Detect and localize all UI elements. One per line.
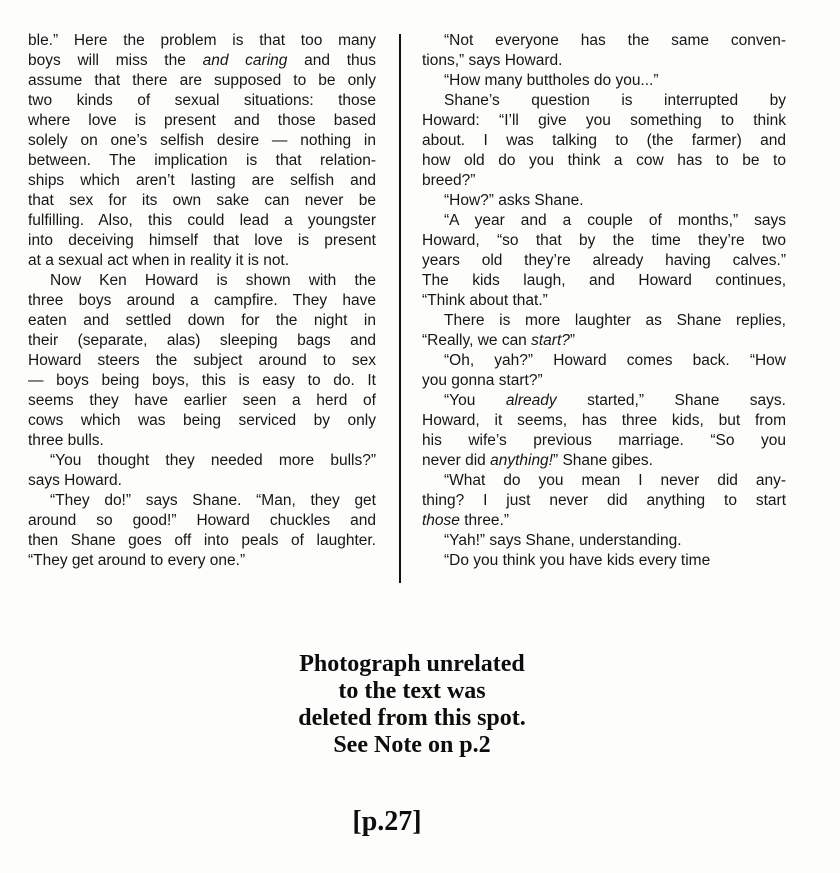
text-segment: where love is present and those based bbox=[28, 112, 376, 129]
text-segment: ” Shane gibes. bbox=[553, 452, 653, 469]
text-segment: “You thought they needed more bulls?” bbox=[50, 452, 376, 469]
text-line bbox=[28, 91, 376, 111]
text-segment: “Do you think you have kids every time bbox=[444, 552, 711, 569]
text-line bbox=[28, 411, 376, 431]
text-segment: boys will miss the bbox=[28, 52, 203, 69]
text-segment: — boys being boys, this is easy to do. It bbox=[28, 372, 376, 389]
text-segment: around so good!” Howard chuckles and bbox=[28, 512, 376, 529]
text-line bbox=[28, 131, 376, 151]
text-line bbox=[28, 271, 376, 291]
text-line bbox=[28, 331, 376, 351]
text-segment: those bbox=[422, 512, 460, 529]
text-segment: “They get around to every one.” bbox=[28, 552, 246, 569]
paragraph bbox=[28, 31, 376, 271]
text-segment: about. I was talking to (the farmer) and bbox=[422, 132, 786, 149]
text-segment: how old do you think a cow has to be to bbox=[422, 152, 786, 169]
text-segment: cows which was being serviced by only bbox=[28, 412, 376, 429]
text-segment: then Shane goes off into peals of laughter. bbox=[28, 532, 376, 549]
text-line bbox=[28, 291, 376, 311]
text-line bbox=[28, 211, 376, 231]
text-line bbox=[422, 251, 786, 271]
text-line bbox=[422, 151, 786, 171]
text-line bbox=[28, 231, 376, 251]
text-line bbox=[422, 191, 786, 211]
text-line bbox=[28, 191, 376, 211]
text-line bbox=[422, 111, 786, 131]
paragraph bbox=[422, 71, 786, 91]
text-segment: and caring bbox=[202, 52, 288, 69]
text-segment: start? bbox=[531, 332, 570, 349]
text-segment: anything! bbox=[490, 452, 553, 469]
text-line bbox=[422, 211, 786, 231]
text-segment: into deceiving himself that love is present bbox=[28, 232, 376, 249]
text-segment: three bulls. bbox=[28, 432, 104, 449]
text-segment: “What do you mean I never did any- bbox=[444, 472, 786, 489]
text-segment: three.” bbox=[459, 512, 510, 529]
text-segment: eaten and settled down for the night in bbox=[28, 312, 376, 329]
text-line bbox=[28, 151, 376, 171]
text-line bbox=[422, 271, 786, 291]
text-segment: “A year and a couple of months,” says bbox=[444, 212, 786, 229]
text-segment: breed?” bbox=[422, 172, 476, 189]
text-line bbox=[422, 91, 786, 111]
notice-line: to the text was bbox=[338, 678, 486, 704]
text-line bbox=[422, 51, 786, 71]
paragraph bbox=[28, 271, 376, 451]
text-line bbox=[28, 511, 376, 531]
text-column-left bbox=[28, 31, 376, 571]
text-segment: ships which aren’t lasting are selfish and bbox=[28, 172, 376, 189]
text-segment: Howard, “so that by the time they’re two bbox=[422, 232, 786, 249]
text-segment: “They do!” says Shane. “Man, they get bbox=[50, 492, 376, 509]
text-segment: “Really, we can bbox=[422, 332, 532, 349]
text-segment: solely on one’s selfish desire — nothing in bbox=[28, 132, 376, 149]
text-line bbox=[28, 451, 376, 471]
text-segment: two kinds of sexual situations: those bbox=[28, 92, 376, 109]
text-line bbox=[28, 531, 376, 551]
text-line bbox=[28, 371, 376, 391]
text-segment: Howard steers the subject around to sex bbox=[28, 352, 376, 369]
text-line bbox=[422, 71, 786, 91]
paragraph bbox=[422, 211, 786, 311]
text-line bbox=[422, 471, 786, 491]
text-segment: and thus bbox=[287, 52, 376, 69]
text-segment: between. The implication is that relation- bbox=[28, 152, 376, 169]
text-segment: fulfilling. Also, this could lead a youngster bbox=[28, 212, 376, 229]
text-segment: at a sexual act when in reality it is not. bbox=[28, 252, 290, 269]
text-segment: “Oh, yah?” Howard comes back. “How bbox=[444, 352, 786, 369]
text-segment: There is more laughter as Shane replies, bbox=[444, 312, 786, 329]
notice-line: Photograph unrelated bbox=[299, 651, 525, 677]
text-line bbox=[28, 251, 376, 271]
paragraph bbox=[422, 91, 786, 191]
text-segment: thing? I just never did anything to start bbox=[422, 492, 786, 509]
text-line bbox=[422, 131, 786, 151]
text-segment: years old they’re already having calves.” bbox=[422, 252, 786, 269]
text-line bbox=[422, 291, 786, 311]
text-segment: started,” Shane says. bbox=[556, 392, 786, 409]
text-line bbox=[422, 531, 786, 551]
text-line bbox=[422, 171, 786, 191]
paragraph bbox=[422, 391, 786, 471]
text-line bbox=[28, 471, 376, 491]
paragraph bbox=[422, 31, 786, 71]
text-line bbox=[422, 411, 786, 431]
text-segment: “Think about that.” bbox=[422, 292, 548, 309]
text-segment: “You bbox=[444, 392, 506, 409]
text-segment: Shane’s question is interrupted by bbox=[444, 92, 786, 109]
text-line bbox=[28, 431, 376, 451]
text-line bbox=[28, 311, 376, 331]
text-segment: says Howard. bbox=[28, 472, 122, 489]
text-line bbox=[422, 331, 786, 351]
text-segment: assume that there are supposed to be only bbox=[28, 72, 376, 89]
text-segment: Howard, it seems, has three kids, but from bbox=[422, 412, 786, 429]
paragraph bbox=[422, 311, 786, 351]
text-line bbox=[28, 51, 376, 71]
text-segment: you gonna start?” bbox=[422, 372, 543, 389]
paragraph bbox=[422, 471, 786, 531]
text-line bbox=[28, 171, 376, 191]
text-line bbox=[28, 111, 376, 131]
text-segment: never did bbox=[422, 452, 491, 469]
text-segment: “Yah!” says Shane, understanding. bbox=[444, 532, 682, 549]
text-segment: ” bbox=[569, 332, 576, 349]
paragraph bbox=[28, 451, 376, 491]
text-line bbox=[422, 351, 786, 371]
paragraph bbox=[28, 491, 376, 571]
text-line bbox=[28, 391, 376, 411]
text-line bbox=[422, 431, 786, 451]
text-line bbox=[422, 491, 786, 511]
text-line bbox=[28, 71, 376, 91]
paragraph bbox=[422, 531, 786, 551]
text-line bbox=[28, 491, 376, 511]
text-segment: Howard: “I’ll give you something to think bbox=[422, 112, 786, 129]
text-line bbox=[28, 351, 376, 371]
text-line bbox=[422, 451, 786, 471]
paragraph bbox=[422, 191, 786, 211]
text-line bbox=[422, 31, 786, 51]
photo-deleted-notice bbox=[212, 651, 612, 759]
text-line bbox=[28, 551, 376, 571]
notice-line: deleted from this spot. bbox=[298, 705, 526, 731]
text-segment: already bbox=[505, 392, 557, 409]
text-segment: their (separate, alas) sleeping bags and bbox=[28, 332, 376, 349]
text-line bbox=[422, 371, 786, 391]
text-segment: Now Ken Howard is shown with the bbox=[50, 272, 376, 289]
text-line bbox=[422, 231, 786, 251]
text-segment: “Not everyone has the same conven- bbox=[444, 32, 786, 49]
text-segment: The kids laugh, and Howard continues, bbox=[422, 272, 786, 289]
notice-line: See Note on p.2 bbox=[333, 732, 491, 758]
text-column-right bbox=[422, 31, 786, 571]
page-number: [p.27] bbox=[352, 806, 422, 837]
text-line bbox=[422, 511, 786, 531]
text-segment: tions,” says Howard. bbox=[422, 52, 563, 69]
text-segment: that sex for its own sake can never be bbox=[28, 192, 376, 209]
text-segment: “How many buttholes do you...” bbox=[444, 72, 659, 89]
text-segment: three boys around a campfire. They have bbox=[28, 292, 376, 309]
text-segment: “How?” asks Shane. bbox=[444, 192, 584, 209]
text-segment: seems they have earlier seen a herd of bbox=[28, 392, 376, 409]
text-line bbox=[28, 31, 376, 51]
paragraph bbox=[422, 351, 786, 391]
column-divider-rule bbox=[399, 34, 401, 583]
paragraph bbox=[422, 551, 786, 571]
text-line bbox=[422, 391, 786, 411]
text-line bbox=[422, 551, 786, 571]
text-segment: his wife’s previous marriage. “So you bbox=[422, 432, 786, 449]
text-segment: ble.” Here the problem is that too many bbox=[28, 32, 376, 49]
text-line bbox=[422, 311, 786, 331]
